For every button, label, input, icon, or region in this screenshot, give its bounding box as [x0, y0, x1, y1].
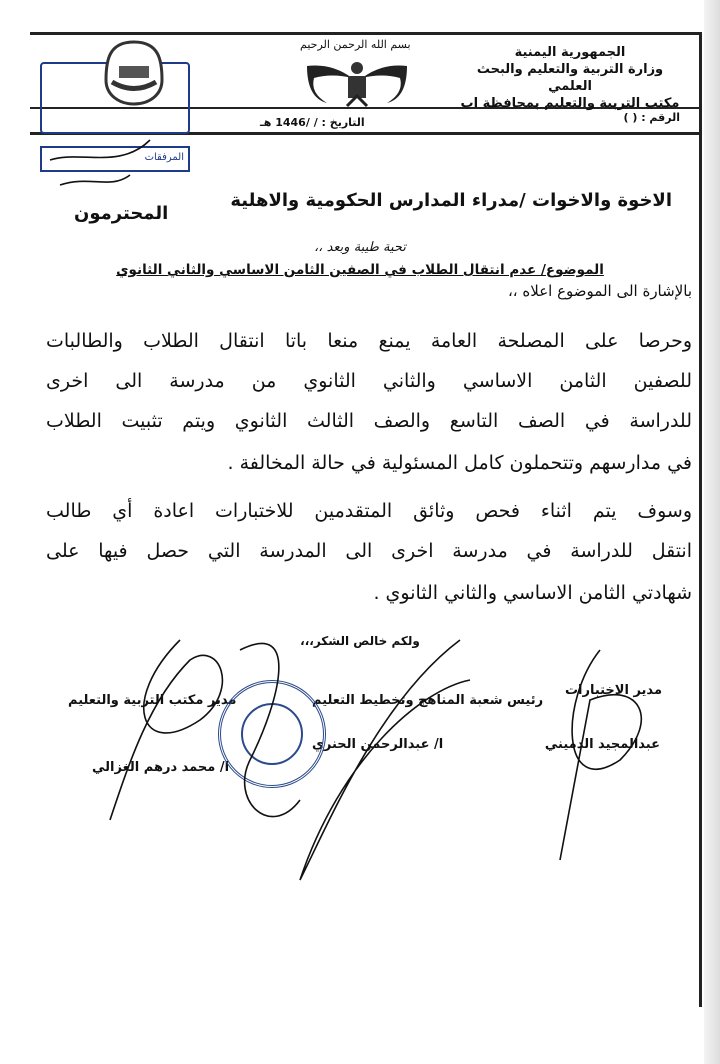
- recipients: الاخوة والاخوات /مدراء المدارس الحكومية والاهلية: [230, 190, 672, 211]
- signatory-title: رئيس شعبة المناهج وتخطيط التعليم: [312, 693, 544, 708]
- basmala: بسم الله الرحمن الرحيم: [300, 38, 411, 51]
- signatory-name: ا/ عبدالرحمن الحنري: [312, 737, 444, 752]
- office-name: مكتب التربية والتعليم بمحافظة اب: [460, 96, 680, 111]
- body-line: للصفين الثامن الاساسي والثاني الثانوي من مدرسة الى اخرى: [46, 370, 692, 392]
- body-line: شهادتي الثامن الاساسي والثاني الثانوي .: [373, 582, 692, 604]
- country-name: الجمهورية اليمنية: [514, 45, 626, 60]
- body-line: وحرصا على المصلحة العامة يمنع منعا باتا انتقال الطلاب والطالبات: [46, 330, 692, 352]
- body-line: بالإشارة الى الموضوع اعلاه ،،: [507, 282, 692, 300]
- body-line: وسوف يتم اثناء فحص وثائق المتقدمين للاختبارات اعادة أي طالب: [46, 500, 692, 522]
- honorific: المحترمون: [74, 203, 169, 224]
- signatory-title: مدير مكتب التربية والتعليم: [68, 693, 237, 708]
- greeting: تحية طيبة وبعد ،،: [314, 240, 406, 255]
- date-field: التاريخ : / /1446 هـ: [260, 116, 365, 129]
- signatory-name: عبدالمجيد الدميني: [544, 737, 660, 752]
- signatory-name: ا/ محمد درهم الغزالي: [92, 760, 230, 775]
- body-line: في مدارسهم وتتحملون كامل المسئولية في حالة المخالفة .: [227, 452, 692, 474]
- reference-number: الرقم : ( ): [623, 111, 680, 124]
- subject-line: الموضوع/ عدم انتقال الطلاب في الصفين الثامن الاساسي والثاني الثانوي: [116, 262, 604, 278]
- attachments-label: المرفقات: [144, 152, 184, 163]
- signatory-title: مدير الاختبارات: [564, 683, 662, 698]
- closing: ولكم خالص الشكر،،،: [300, 634, 420, 648]
- ministry-name: وزارة التربية والتعليم والبحث العلمي: [476, 62, 664, 94]
- body-line: انتقل للدراسة في مدرسة اخرى الى المدرسة التي حصل فيها على: [46, 540, 692, 562]
- body-line: للدراسة في الصف التاسع والصف الثالث الثانوي ويتم تثبيت الطلاب: [46, 410, 692, 432]
